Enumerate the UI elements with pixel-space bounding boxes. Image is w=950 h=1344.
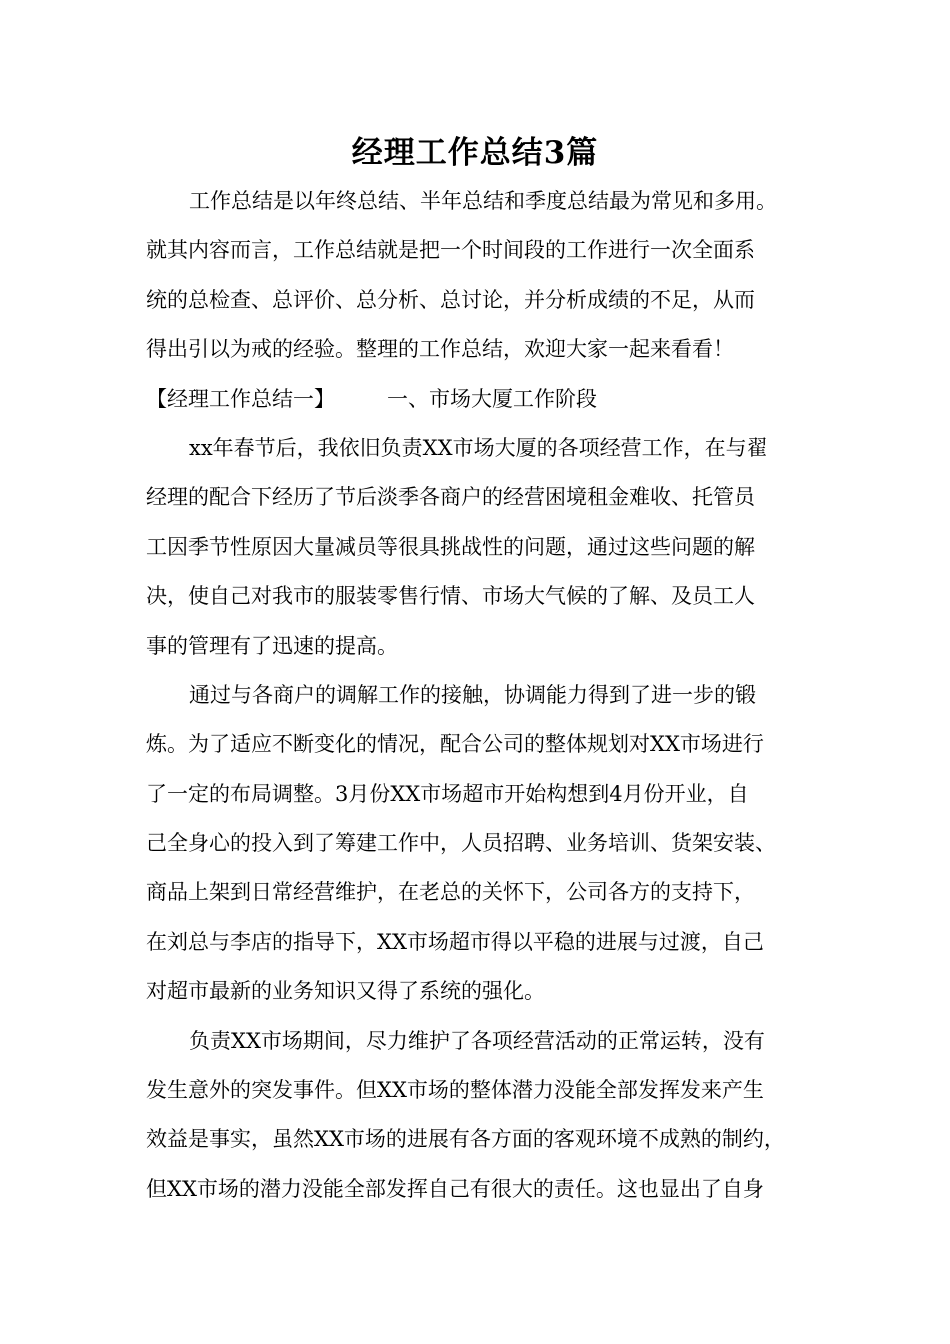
- text-line: xx年春节后，我依旧负责XX市场大厦的各项经营工作，在与翟: [189, 435, 768, 460]
- paragraph-3: [146, 1017, 831, 1215]
- text-line: 发生意外的突发事件。但XX市场的整体潜力没能全部发挥发来产生: [146, 1078, 764, 1103]
- text-line: 事的管理有了迅速的提高。: [146, 633, 398, 658]
- text-line: 效益是事实，虽然XX市场的进展有各方面的客观环境不成熟的制约，: [146, 1127, 785, 1152]
- text-line: 商品上架到日常经营维护，在老总的关怀下，公司各方的支持下，: [146, 880, 755, 905]
- text-line: 工因季节性原因大量减员等很具挑战性的问题，通过这些问题的解: [146, 534, 755, 559]
- text-line: 己全身心的投入到了筹建工作中，人员招聘、业务培训、货架安装、: [146, 831, 776, 856]
- document-body: [146, 177, 831, 1214]
- text-line: 得出引以为戒的经验。整理的工作总结，欢迎大家一起来看看！: [146, 337, 734, 362]
- document-title: 经理工作总结3篇: [351, 135, 599, 171]
- text-line: 但XX市场的潜力没能全部发挥自己有很大的责任。这也显出了自身: [146, 1176, 764, 1201]
- text-line: 炼。为了适应不断变化的情况，配合公司的整体规划对XX市场进行: [146, 732, 764, 757]
- text-line: 对超市最新的业务知识又得了系统的强化。: [146, 979, 545, 1004]
- intro-paragraph: [146, 177, 831, 375]
- text-line: 决，使自己对我市的服装零售行情、市场大气候的了解、及员工人: [146, 584, 755, 609]
- text-line: 在刘总与李店的指导下，XX市场超市得以平稳的进展与过渡，自己: [146, 929, 764, 954]
- section-heading-line: [146, 375, 831, 424]
- text-line: 通过与各商户的调解工作的接触，协调能力得到了进一步的锻: [189, 682, 756, 707]
- section-heading: 一、市场大厦工作阶段: [387, 386, 597, 411]
- section-heading-row: [146, 375, 831, 424]
- text-line: 了一定的布局调整。3月份XX市场超市开始构想到4月份开业，自: [146, 781, 749, 806]
- text-line: 经理的配合下经历了节后淡季各商户的经营困境租金难收、托管员: [146, 485, 755, 510]
- text-line: 负责XX市场期间，尽力维护了各项经营活动的正常运转，没有: [189, 1028, 765, 1053]
- text-line: 工作总结是以年终总结、半年总结和季度总结最为常见和多用。: [189, 189, 777, 213]
- text-line: 统的总检查、总评价、总分析、总讨论，并分析成绩的不足，从而: [146, 287, 755, 312]
- paragraph-1: [146, 424, 831, 671]
- text-line: 就其内容而言，工作总结就是把一个时间段的工作进行一次全面系: [146, 238, 755, 263]
- section-label: 【经理工作总结一】: [146, 386, 335, 411]
- paragraph-2: [146, 671, 831, 1017]
